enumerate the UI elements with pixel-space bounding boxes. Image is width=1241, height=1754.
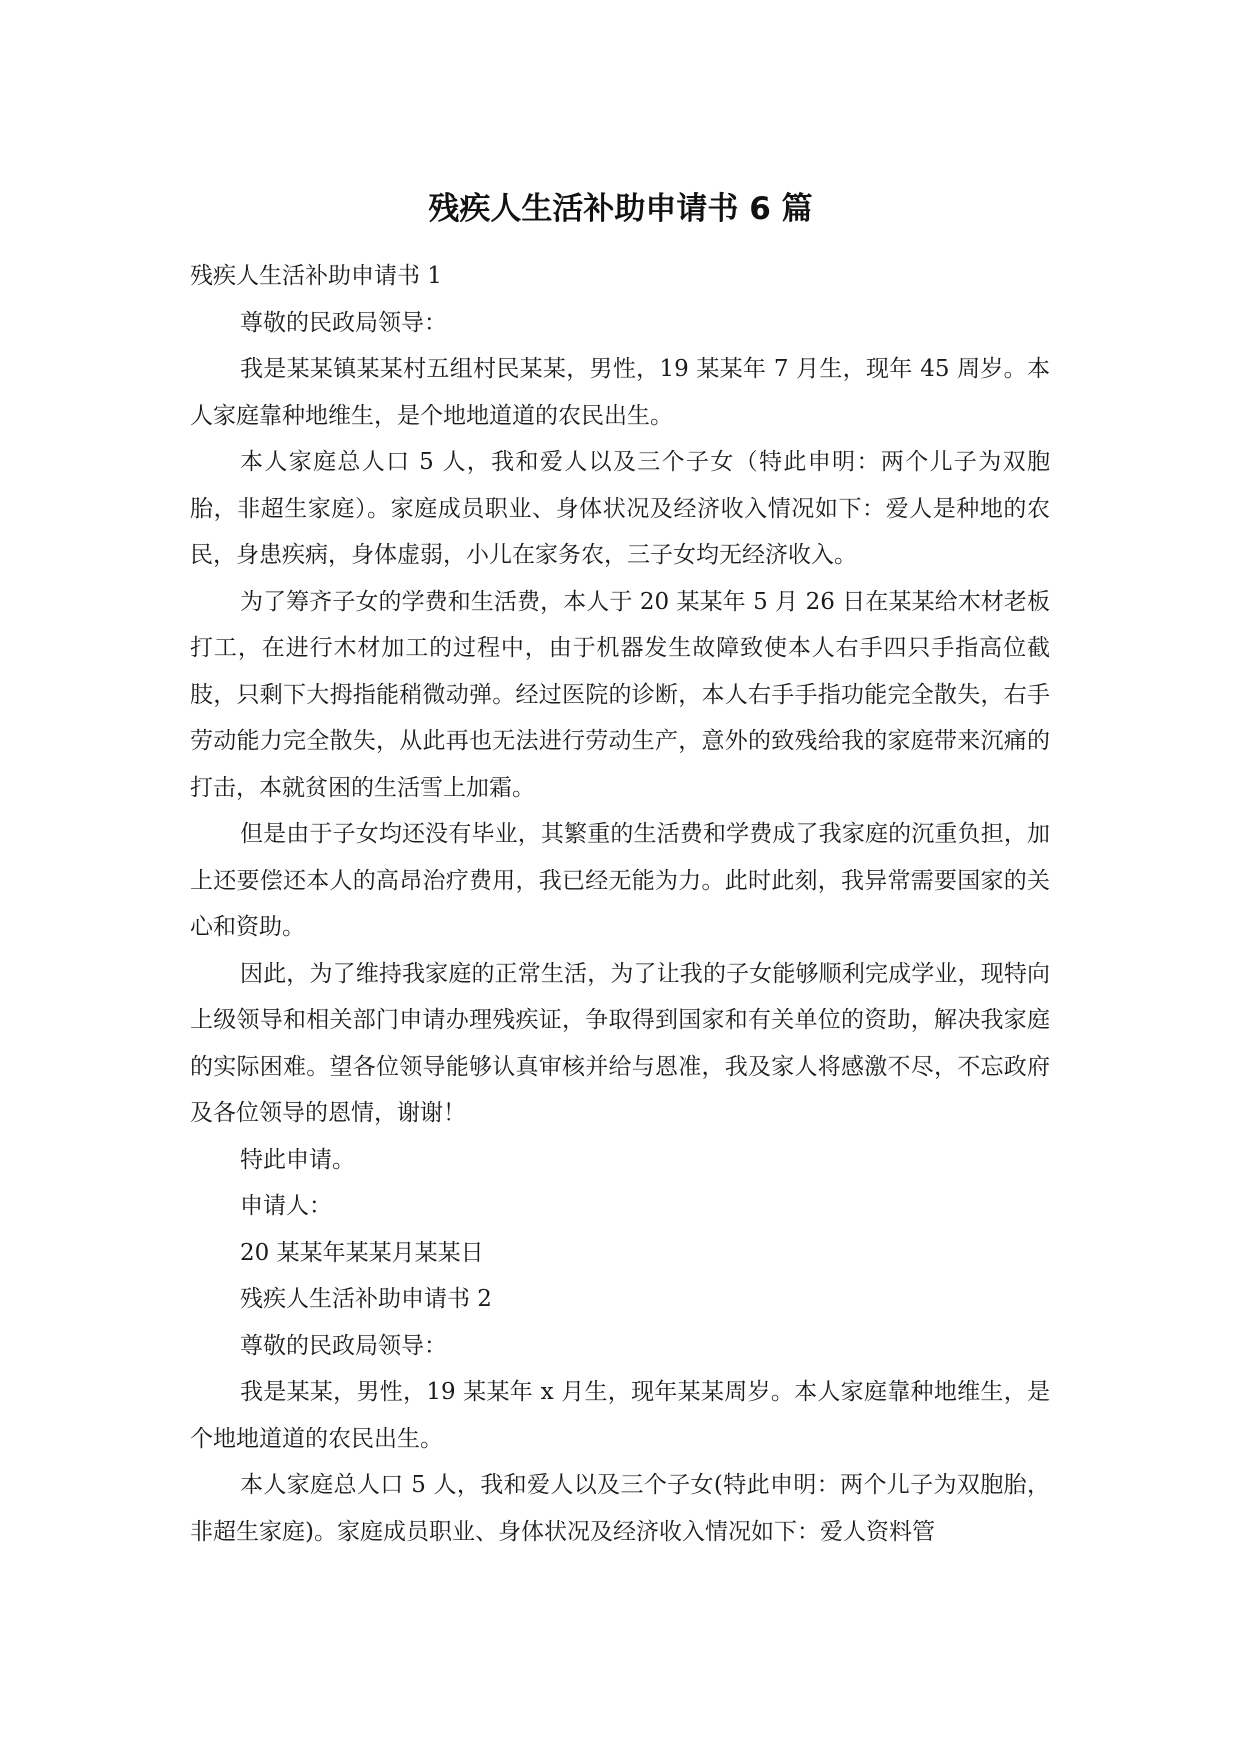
paragraph: 我是某某镇某某村五组村民某某，男性，19 某某年 7 月生，现年 45 周岁。本人家庭靠种地维生，是个地地道道的农民出生。 [190,356,1050,429]
paragraph: 尊敬的民政局领导： [240,309,447,336]
paragraph: 我是某某，男性，19 某某年 x 月生，现年某某周岁。本人家庭靠种地维生，是个地地道道的农民出生。 [190,1379,1050,1452]
paragraph: 残疾人生活补助申请书 1 [190,263,442,289]
document-title: 残疾人生活补助申请书 6 篇 [428,191,813,227]
paragraph: 尊敬的民政局领导： [240,1332,447,1359]
paragraph: 为了筹齐子女的学费和生活费，本人于 20 某某年 5 月 26 日在某某给木材老板打工，在进行木材加工的过程中，由于机器发生故障致使本人右手四只手指高位截肢，只剩下大拇指能稍微动弹。经过医院的诊断，本人右手手指功能完全散失，右手劳动能力完全散失，从此再也无法进行劳动生产，意外的致残给我的家庭带来沉痛的打击，本就贫困的生活雪上加霜。 [190,588,1050,801]
paragraph: 本人家庭总人口 5 人，我和爱人以及三个子女（特此申明：两个儿子为双胞胎，非超生家庭）。家庭成员职业、身体状况及经济收入情况如下：爱人是种地的农民，身患疾病，身体虚弱，小儿在家务农，三子女均无经济收入。 [190,449,1050,568]
paragraph: 特此申请。 [240,1146,355,1173]
paragraph: 但是由于子女均还没有毕业，其繁重的生活费和学费成了我家庭的沉重负担，加上还要偿还本人的高昂治疗费用，我已经无能为力。此时此刻，我异常需要国家的关心和资助。 [190,821,1050,940]
document-body [190,253,1050,1555]
paragraph: 本人家庭总人口 5 人，我和爱人以及三个子女(特此申明：两个儿子为双胞胎，非超生家庭)。家庭成员职业、身体状况及经济收入情况如下：爱人资料管 [190,1472,1050,1545]
paragraph: 申请人： [240,1193,332,1219]
paragraph: 因此，为了维持我家庭的正常生活，为了让我的子女能够顺利完成学业，现特向上级领导和相关部门申请办理残疾证，争取得到国家和有关单位的资助，解决我家庭的实际困难。望各位领导能够认真审核并给与恩准，我及家人将感激不尽，不忘政府及各位领导的恩情，谢谢！ [190,960,1050,1126]
paragraph: 20 某某年某某月某某日 [240,1239,484,1266]
paragraph: 残疾人生活补助申请书 2 [240,1286,492,1312]
